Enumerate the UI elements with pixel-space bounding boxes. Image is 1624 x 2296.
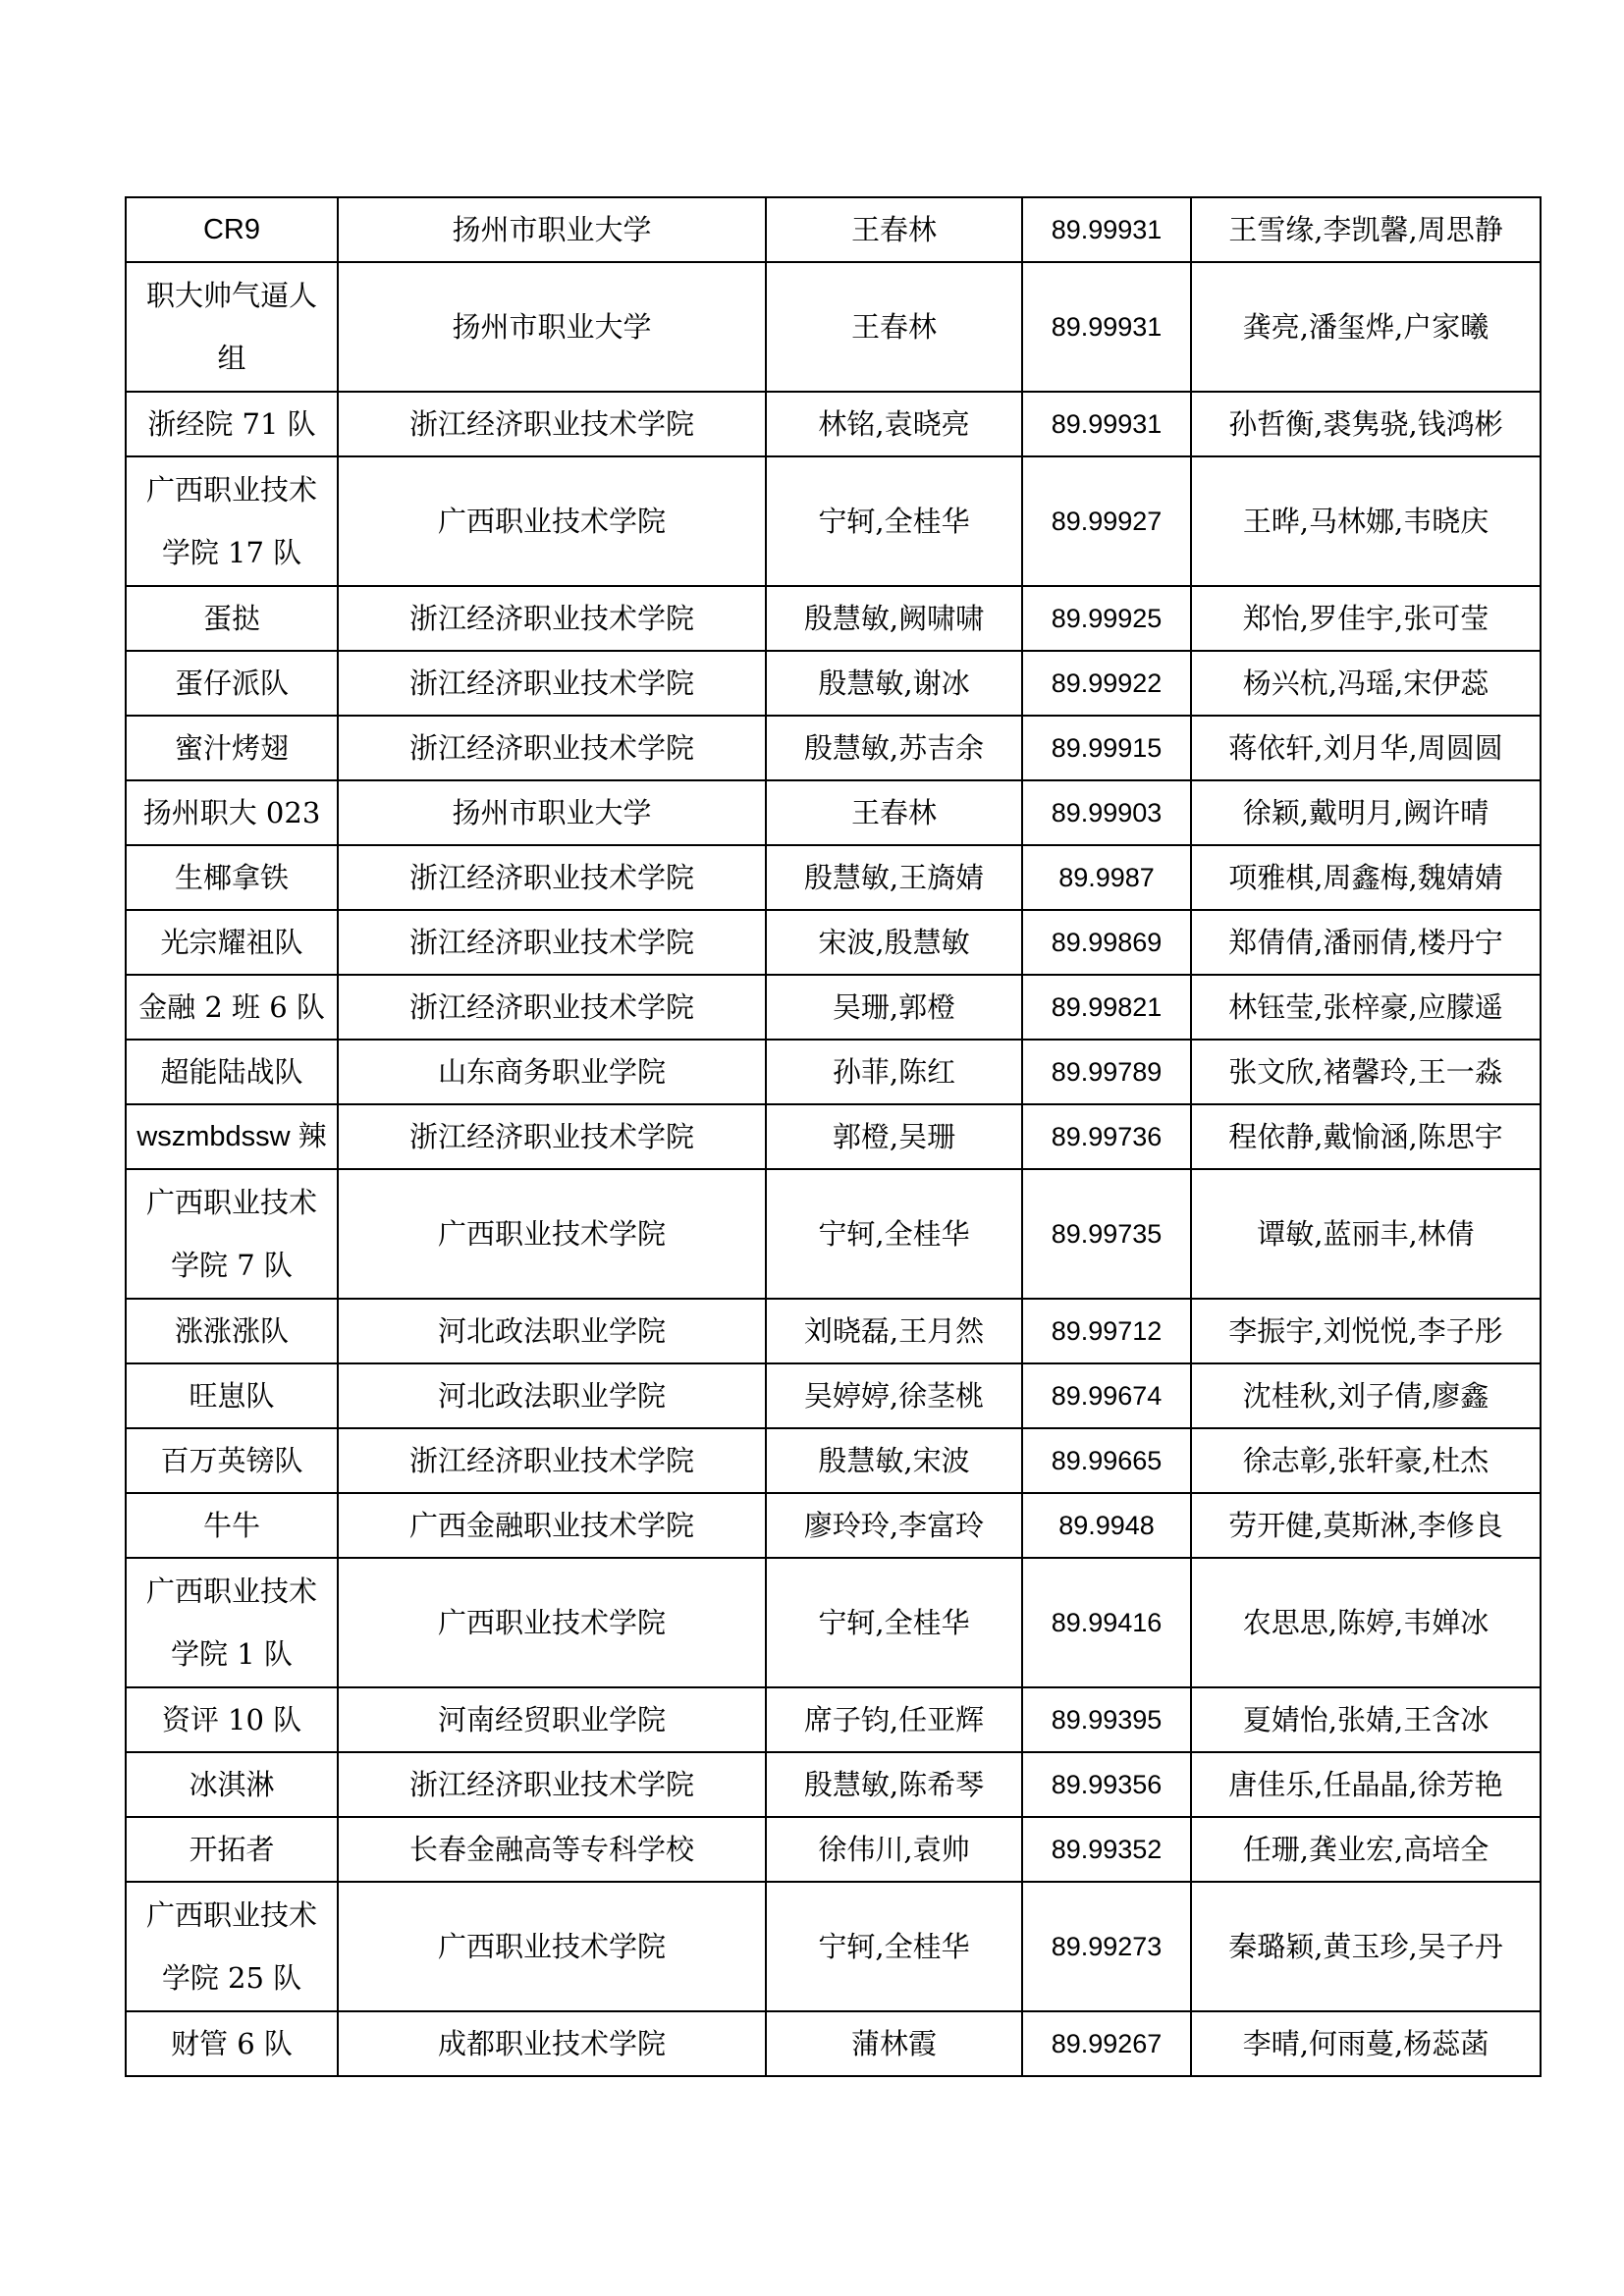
team-name-cell: 冰淇淋 bbox=[126, 1752, 338, 1817]
team-name-cell: 广西职业技术学院 25 队 bbox=[126, 1882, 338, 2011]
advisor-cell: 席子钧,任亚辉 bbox=[766, 1687, 1022, 1752]
members-cell: 李振宇,刘悦悦,李子彤 bbox=[1191, 1299, 1541, 1363]
score-cell: 89.99665 bbox=[1022, 1428, 1191, 1493]
school-cell: 山东商务职业学院 bbox=[338, 1040, 766, 1104]
table-row bbox=[126, 1169, 1541, 1299]
school-cell: 扬州市职业大学 bbox=[338, 780, 766, 845]
school-cell: 河南经贸职业学院 bbox=[338, 1687, 766, 1752]
school-cell: 广西职业技术学院 bbox=[338, 1882, 766, 2011]
members-cell: 农思思,陈婷,韦婵冰 bbox=[1191, 1558, 1541, 1687]
score-cell: 89.99931 bbox=[1022, 197, 1191, 262]
team-name-cell: 浙经院 71 队 bbox=[126, 392, 338, 456]
members-cell: 郑怡,罗佳宇,张可莹 bbox=[1191, 586, 1541, 651]
team-name-cell: 涨涨涨队 bbox=[126, 1299, 338, 1363]
table-row bbox=[126, 845, 1541, 910]
school-cell: 成都职业技术学院 bbox=[338, 2011, 766, 2076]
team-name-cell: 蜜汁烤翅 bbox=[126, 716, 338, 780]
school-cell: 河北政法职业学院 bbox=[338, 1363, 766, 1428]
advisor-cell: 吴珊,郭橙 bbox=[766, 975, 1022, 1040]
advisor-cell: 吴婷婷,徐茎桃 bbox=[766, 1363, 1022, 1428]
team-name-cell: 财管 6 队 bbox=[126, 2011, 338, 2076]
team-name-cell: 广西职业技术学院 1 队 bbox=[126, 1558, 338, 1687]
score-cell: 89.99395 bbox=[1022, 1687, 1191, 1752]
team-name-cell: 百万英镑队 bbox=[126, 1428, 338, 1493]
school-cell: 河北政法职业学院 bbox=[338, 1299, 766, 1363]
team-name-cell: 旺崽队 bbox=[126, 1363, 338, 1428]
members-cell: 徐志彰,张轩豪,杜杰 bbox=[1191, 1428, 1541, 1493]
score-cell: 89.9987 bbox=[1022, 845, 1191, 910]
school-cell: 浙江经济职业技术学院 bbox=[338, 586, 766, 651]
members-cell: 劳开健,莫斯淋,李修良 bbox=[1191, 1493, 1541, 1558]
table-row bbox=[126, 1299, 1541, 1363]
score-cell: 89.99925 bbox=[1022, 586, 1191, 651]
advisor-cell: 宋波,殷慧敏 bbox=[766, 910, 1022, 975]
table-row bbox=[126, 456, 1541, 586]
advisor-cell: 殷慧敏,宋波 bbox=[766, 1428, 1022, 1493]
members-cell: 郑倩倩,潘丽倩,楼丹宁 bbox=[1191, 910, 1541, 975]
score-cell: 89.99267 bbox=[1022, 2011, 1191, 2076]
school-cell: 广西职业技术学院 bbox=[338, 1558, 766, 1687]
advisor-cell: 殷慧敏,苏吉余 bbox=[766, 716, 1022, 780]
table-row bbox=[126, 1104, 1541, 1169]
table-row bbox=[126, 716, 1541, 780]
members-cell: 程依静,戴愉涵,陈思宇 bbox=[1191, 1104, 1541, 1169]
advisor-cell: 王春林 bbox=[766, 780, 1022, 845]
score-cell: 89.99903 bbox=[1022, 780, 1191, 845]
advisor-cell: 刘晓磊,王月然 bbox=[766, 1299, 1022, 1363]
school-cell: 浙江经济职业技术学院 bbox=[338, 1428, 766, 1493]
table-row bbox=[126, 910, 1541, 975]
table-row bbox=[126, 651, 1541, 716]
score-cell: 89.99869 bbox=[1022, 910, 1191, 975]
score-cell: 89.99674 bbox=[1022, 1363, 1191, 1428]
table-row bbox=[126, 2011, 1541, 2076]
advisor-cell: 廖玲玲,李富玲 bbox=[766, 1493, 1022, 1558]
team-name-cell: 广西职业技术学院 17 队 bbox=[126, 456, 338, 586]
score-cell: 89.99735 bbox=[1022, 1169, 1191, 1299]
advisor-cell: 孙菲,陈红 bbox=[766, 1040, 1022, 1104]
advisor-cell: 宁轲,全桂华 bbox=[766, 1558, 1022, 1687]
advisor-cell: 宁轲,全桂华 bbox=[766, 1169, 1022, 1299]
score-cell: 89.99915 bbox=[1022, 716, 1191, 780]
table-row bbox=[126, 1363, 1541, 1428]
score-cell: 89.99789 bbox=[1022, 1040, 1191, 1104]
advisor-cell: 郭橙,吴珊 bbox=[766, 1104, 1022, 1169]
advisor-cell: 殷慧敏,王旖婧 bbox=[766, 845, 1022, 910]
members-cell: 李晴,何雨蔓,杨蕊菡 bbox=[1191, 2011, 1541, 2076]
members-cell: 林钰莹,张梓豪,应朦遥 bbox=[1191, 975, 1541, 1040]
advisor-cell: 林铭,袁晓亮 bbox=[766, 392, 1022, 456]
members-cell: 张文欣,褚馨玲,王一淼 bbox=[1191, 1040, 1541, 1104]
advisor-cell: 殷慧敏,陈希琴 bbox=[766, 1752, 1022, 1817]
table-row bbox=[126, 392, 1541, 456]
school-cell: 浙江经济职业技术学院 bbox=[338, 910, 766, 975]
score-cell: 89.99356 bbox=[1022, 1752, 1191, 1817]
team-name-cell: 蛋挞 bbox=[126, 586, 338, 651]
school-cell: 浙江经济职业技术学院 bbox=[338, 1104, 766, 1169]
members-cell: 项雅棋,周鑫梅,魏婧婧 bbox=[1191, 845, 1541, 910]
team-name-cell: 光宗耀祖队 bbox=[126, 910, 338, 975]
score-cell: 89.99273 bbox=[1022, 1882, 1191, 2011]
table-row bbox=[126, 1687, 1541, 1752]
school-cell: 扬州市职业大学 bbox=[338, 262, 766, 392]
score-cell: 89.99927 bbox=[1022, 456, 1191, 586]
members-cell: 秦璐颖,黄玉珍,吴子丹 bbox=[1191, 1882, 1541, 2011]
school-cell: 长春金融高等专科学校 bbox=[338, 1817, 766, 1882]
score-cell: 89.99416 bbox=[1022, 1558, 1191, 1687]
table-row bbox=[126, 1428, 1541, 1493]
score-cell: 89.99352 bbox=[1022, 1817, 1191, 1882]
school-cell: 浙江经济职业技术学院 bbox=[338, 845, 766, 910]
team-name-cell: CR9 bbox=[126, 197, 338, 262]
table-row bbox=[126, 1040, 1541, 1104]
members-cell: 王雪缘,李凯馨,周思静 bbox=[1191, 197, 1541, 262]
table-row bbox=[126, 1558, 1541, 1687]
members-cell: 夏婧怡,张婧,王含冰 bbox=[1191, 1687, 1541, 1752]
score-cell: 89.99712 bbox=[1022, 1299, 1191, 1363]
school-cell: 扬州市职业大学 bbox=[338, 197, 766, 262]
advisor-cell: 殷慧敏,阙啸啸 bbox=[766, 586, 1022, 651]
members-cell: 王晔,马林娜,韦晓庆 bbox=[1191, 456, 1541, 586]
team-name-cell: 生椰拿铁 bbox=[126, 845, 338, 910]
advisor-cell: 徐伟川,袁帅 bbox=[766, 1817, 1022, 1882]
school-cell: 广西职业技术学院 bbox=[338, 456, 766, 586]
advisor-cell: 蒲林霞 bbox=[766, 2011, 1022, 2076]
school-cell: 广西金融职业技术学院 bbox=[338, 1493, 766, 1558]
members-cell: 任珊,龚业宏,高培全 bbox=[1191, 1817, 1541, 1882]
table-row bbox=[126, 262, 1541, 392]
members-cell: 谭敏,蓝丽丰,林倩 bbox=[1191, 1169, 1541, 1299]
table-row bbox=[126, 780, 1541, 845]
school-cell: 浙江经济职业技术学院 bbox=[338, 651, 766, 716]
results-table bbox=[125, 196, 1542, 2077]
team-name-cell: 超能陆战队 bbox=[126, 1040, 338, 1104]
table-row bbox=[126, 1817, 1541, 1882]
members-cell: 杨兴杭,冯瑶,宋伊蕊 bbox=[1191, 651, 1541, 716]
members-cell: 唐佳乐,任晶晶,徐芳艳 bbox=[1191, 1752, 1541, 1817]
table-row bbox=[126, 1882, 1541, 2011]
table-row bbox=[126, 1493, 1541, 1558]
school-cell: 广西职业技术学院 bbox=[338, 1169, 766, 1299]
team-name-cell: 金融 2 班 6 队 bbox=[126, 975, 338, 1040]
table-row bbox=[126, 975, 1541, 1040]
members-cell: 龚亮,潘玺烨,户家曦 bbox=[1191, 262, 1541, 392]
team-name-cell: wszmbdssw 辣 bbox=[126, 1104, 338, 1169]
members-cell: 蒋依轩,刘月华,周圆圆 bbox=[1191, 716, 1541, 780]
members-cell: 沈桂秋,刘子倩,廖鑫 bbox=[1191, 1363, 1541, 1428]
team-name-cell: 职大帅气逼人组 bbox=[126, 262, 338, 392]
school-cell: 浙江经济职业技术学院 bbox=[338, 716, 766, 780]
team-name-cell: 蛋仔派队 bbox=[126, 651, 338, 716]
score-cell: 89.99821 bbox=[1022, 975, 1191, 1040]
members-cell: 徐颖,戴明月,阙许晴 bbox=[1191, 780, 1541, 845]
table-row bbox=[126, 1752, 1541, 1817]
school-cell: 浙江经济职业技术学院 bbox=[338, 1752, 766, 1817]
team-name-cell: 牛牛 bbox=[126, 1493, 338, 1558]
school-cell: 浙江经济职业技术学院 bbox=[338, 975, 766, 1040]
team-name-cell: 资评 10 队 bbox=[126, 1687, 338, 1752]
table-row bbox=[126, 586, 1541, 651]
advisor-cell: 宁轲,全桂华 bbox=[766, 1882, 1022, 2011]
school-cell: 浙江经济职业技术学院 bbox=[338, 392, 766, 456]
table-row bbox=[126, 197, 1541, 262]
results-table-body bbox=[126, 197, 1541, 2076]
team-name-cell: 扬州职大 023 bbox=[126, 780, 338, 845]
team-name-cell: 开拓者 bbox=[126, 1817, 338, 1882]
team-name-cell: 广西职业技术学院 7 队 bbox=[126, 1169, 338, 1299]
members-cell: 孙哲衡,裘隽骁,钱鸿彬 bbox=[1191, 392, 1541, 456]
advisor-cell: 殷慧敏,谢冰 bbox=[766, 651, 1022, 716]
score-cell: 89.99931 bbox=[1022, 392, 1191, 456]
score-cell: 89.99931 bbox=[1022, 262, 1191, 392]
score-cell: 89.9948 bbox=[1022, 1493, 1191, 1558]
score-cell: 89.99922 bbox=[1022, 651, 1191, 716]
advisor-cell: 宁轲,全桂华 bbox=[766, 456, 1022, 586]
score-cell: 89.99736 bbox=[1022, 1104, 1191, 1169]
advisor-cell: 王春林 bbox=[766, 262, 1022, 392]
advisor-cell: 王春林 bbox=[766, 197, 1022, 262]
